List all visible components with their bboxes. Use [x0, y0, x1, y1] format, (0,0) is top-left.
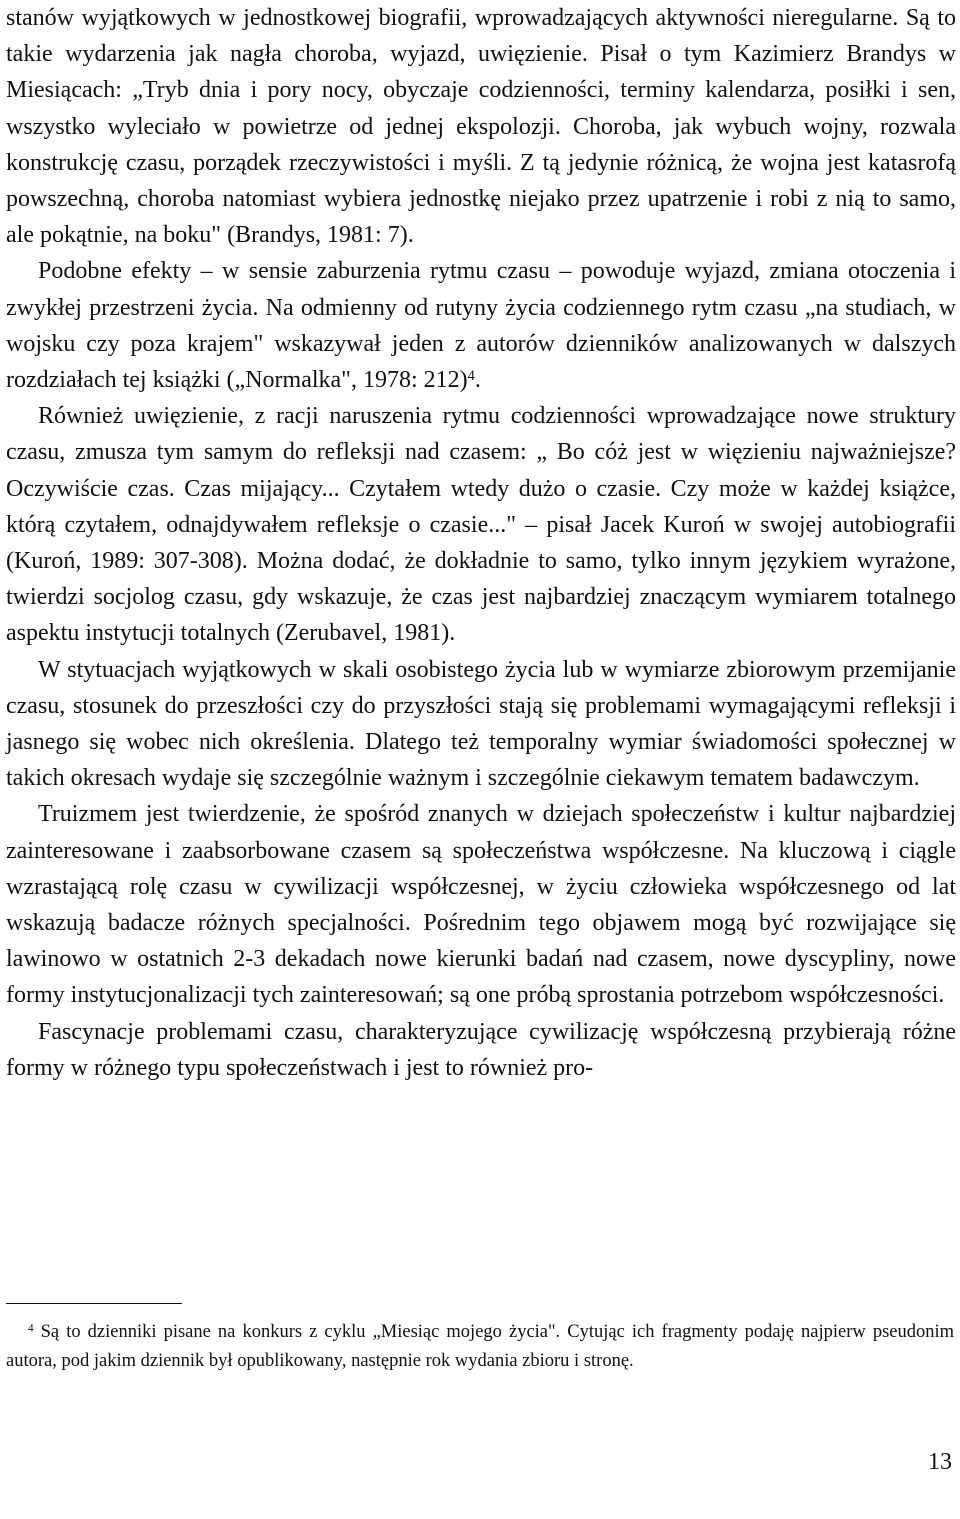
paragraph-3: Również uwięzienie, z racji naruszenia rytmu codzienności wprowadzające nowe struktury czasu, zmusza tym samym do refleksji nad czasem: „ Bo cóż jest w więzieniu najważniejsze? Oczywiście czas. Czas mijający... Czytałem wtedy dużo o czasie. Czy może w każdej książce, którą czytałem, odnajdywałem refleksje o czasie..." – pisał Jacek Kuroń w swojej autobiografii (Kuroń, 1989: 307-308). Można dodać, że dokładnie to samo, tylko innym językiem wyrażone, twierdzi socjolog czasu, gdy wskazuje, że czas jest najbardziej znaczącym wymiarem totalnego aspektu instytucji totalnych (Zerubavel, 1981). — [6, 403, 956, 647]
paragraph-1: stanów wyjątkowych w jednostkowej biografii, wprowadzających aktywności nieregularne. Są to takie wydarzenia jak nagła choroba, wyjazd, uwięzienie. Pisał o tym Kazimierz Brandys w Miesiącach: „Tryb dnia i pory nocy, obyczaje codzienności, terminy kalendarza, posiłki i sen, wszystko wyleciało w powietrze od jednej ekspolozji. Choroba, jak wybuch wojny, rozwala konstrukcję czasu, porządek rzeczywistości i myśli. Z tą jedynie różnicą, że wojna jest katasrofą powszechną, choroba natomiast wybiera jednostkę niejako przez upatrzenie i robi z nią to samo, ale pokątnie, na boku" (Brandys, 1981: 7). — [6, 5, 956, 249]
paragraph-6: Fascynacje problemami czasu, charakteryzujące cywilizację współczesną przybierają różne formy w różnego typu społeczeństwach i jest to również pro- — [6, 1018, 956, 1081]
paragraph-4: W stytuacjach wyjątkowych w skali osobistego życia lub w wymiarze zbiorowym przemijanie czasu, stosunek do przeszłości czy do przyszłości stają się problemami wymagającymi refleksji i jasnego się wobec nich określenia. Dlatego też temporalny wymiar świadomości społecznej w takich okresach wydaje się szczególnie ważnym i szczególnie ciekawym tematem badawczym. — [6, 656, 956, 792]
footnote-marker: 4 — [28, 1322, 34, 1335]
body-text — [6, 0, 956, 1086]
page-number: 13 — [928, 1449, 952, 1475]
footnote-reference[interactable]: 4 — [467, 367, 475, 384]
paragraph-2-end: . — [474, 367, 481, 394]
footnote-divider — [6, 1303, 182, 1304]
footnote — [6, 1318, 954, 1376]
paragraph-2-text: Podobne efekty – w sensie zaburzenia rytmu czasu – powoduje wyjazd, zmiana otoczenia i zwykłej przestrzeni życia. Na odmienny od rutyny życia codziennego rytm czasu „na studiach, w wojsku czy poza krajem" wskazywał jeden z autorów dzienników analizowanych w dalszych rozdziałach tej książki („Normalka", 1978: 212) — [6, 258, 956, 394]
footnote-text: Są to dzienniki pisane na konkurs z cyklu „Miesiąc mojego życia". Cytując ich fragmenty podaję najpierw pseudonim autora, pod jakim dziennik był opublikowany, następnie rok wydania zbioru i stronę. — [6, 1322, 955, 1371]
paragraph-5: Truizmem jest twierdzenie, że spośród znanych w dziejach społeczeństw i kultur najbardziej zainteresowane i zaabsorbowane czasem są społeczeństwa współczesne. Na kluczową i ciągle wzrastającą rolę czasu w cywilizacji współczesnej, w życiu człowieka współczesnego od lat wskazują badacze różnych specjalności. Pośrednim tego objawem mogą być rozwijające się lawinowo w ostatnich 2-3 dekadach nowe kierunki badań nad czasem, nowe dyscypliny, nowe formy instytucjonalizacji tych zainteresowań; są one próbą sprostania potrzebom współczesności. — [6, 801, 956, 1009]
paragraph-2 — [6, 253, 956, 398]
